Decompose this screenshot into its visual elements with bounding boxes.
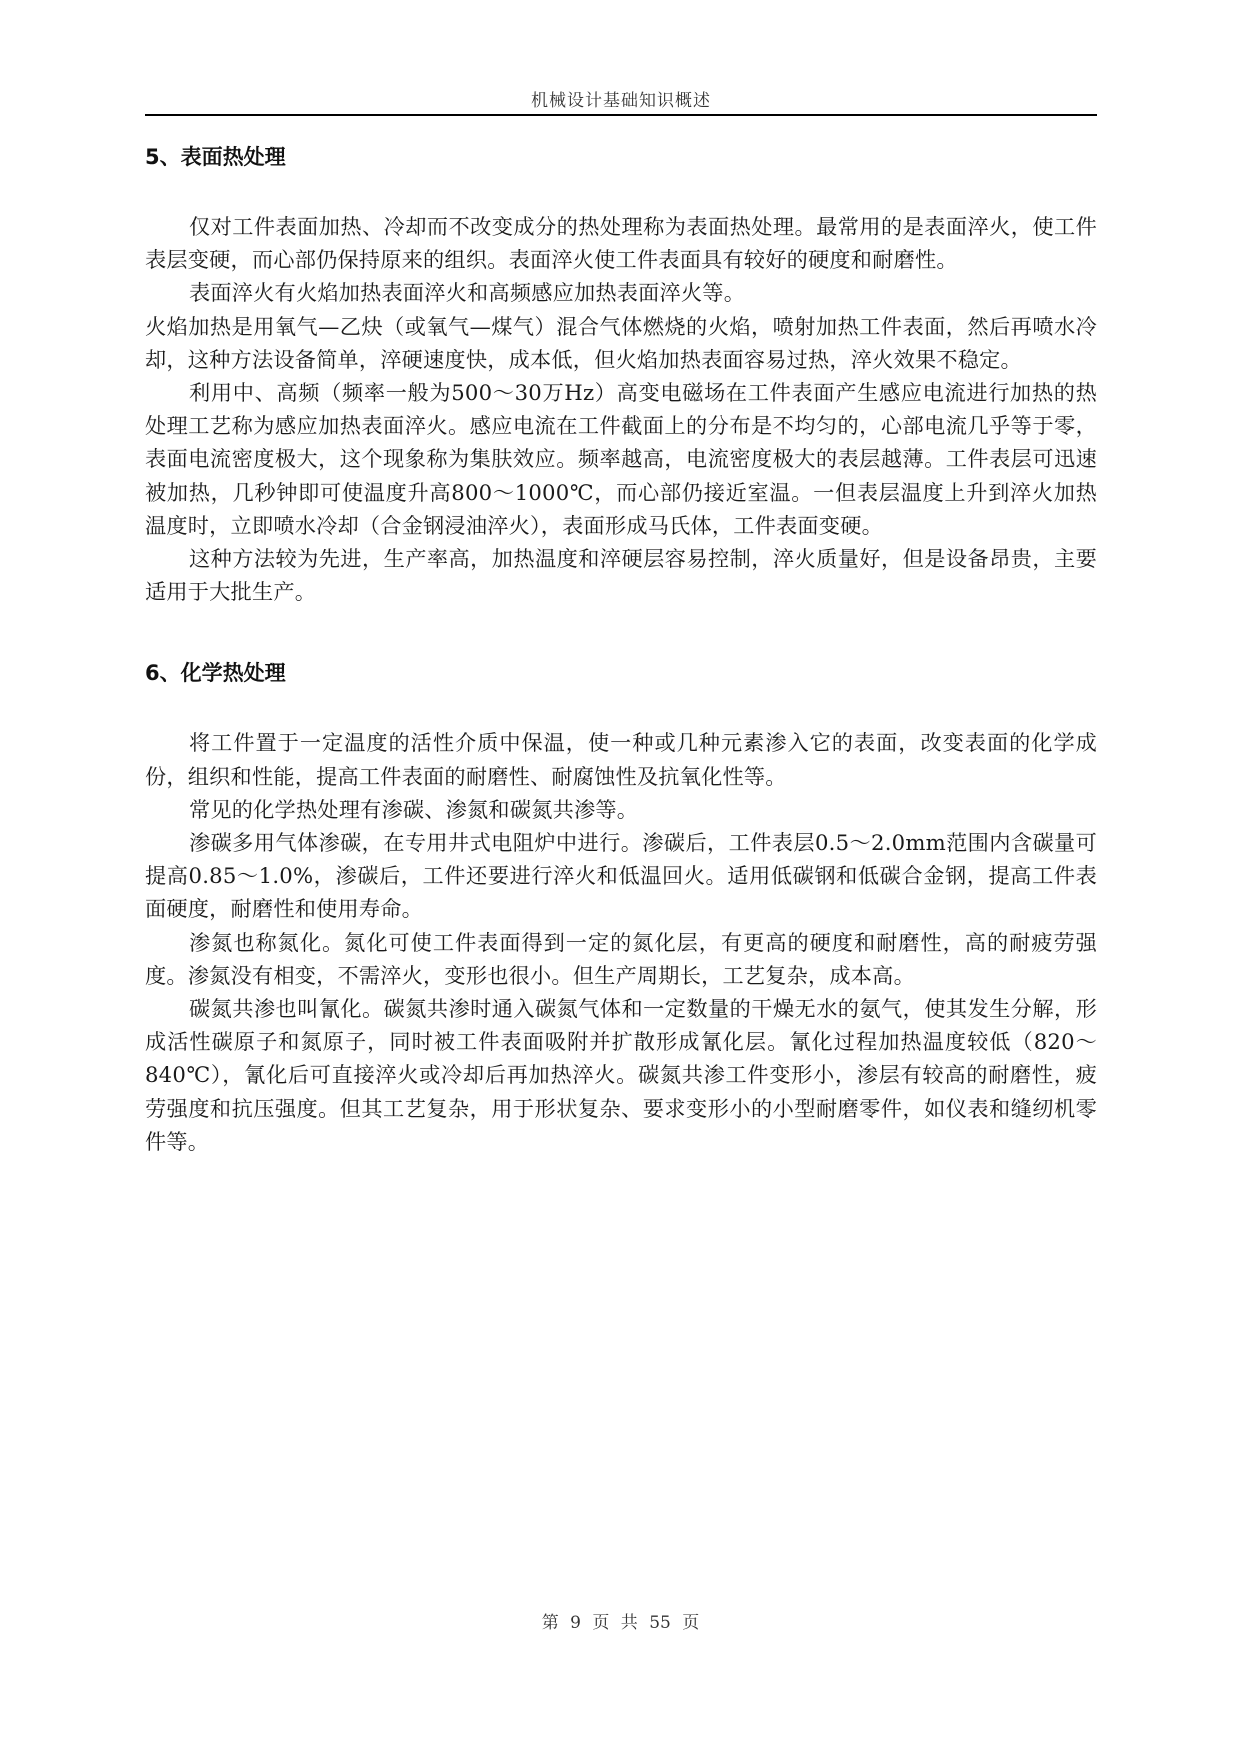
section-surface-heat-treatment [145, 140, 1097, 608]
section-heading: 5、表面热处理 [145, 145, 286, 169]
paragraph: 火焰加热是用氧气—乙炔（或氧气—煤气）混合气体燃烧的火焰，喷射加热工件表面，然后再喷水冷却，这种方法设备简单，淬硬速度快，成本低，但火焰加热表面容易过热，淬火效果不稳定。 [145, 313, 1097, 372]
page-number-footer: 第 9 页 共 55 页 [541, 1613, 700, 1633]
header-rule [145, 114, 1097, 116]
section-chemical-heat-treatment [145, 656, 1097, 1158]
paragraph: 渗碳多用气体渗碳，在专用井式电阻炉中进行。渗碳后，工件表层0.5～2.0mm范围内含碳量可提高0.85～1.0%，渗碳后，工件还要进行淬火和低温回火。适用低碳钢和低碳合金钢，提高工件表面硬度，耐磨性和使用寿命。 [145, 830, 1097, 922]
paragraph: 利用中、高频（频率一般为500～30万Hz）高变电磁场在工件表面产生感应电流进行加热的热处理工艺称为感应加热表面淬火。感应电流在工件截面上的分布是不均匀的，心部电流几乎等于零，表面电流密度极大，这个现象称为集肤效应。频率越高，电流密度极大的表层越薄。工件表层可迅速被加热，几秒钟即可使温度升高800～1000℃，而心部仍接近室温。一但表层温度上升到淬火加热温度时，立即喷水冷却（合金钢浸油淬火），表面形成马氏体，工件表面变硬。 [145, 380, 1097, 538]
paragraph: 这种方法较为先进，生产率高，加热温度和淬硬层容易控制，淬火质量好，但是设备昂贵，主要适用于大批生产。 [145, 546, 1097, 605]
paragraph: 碳氮共渗也叫氰化。碳氮共渗时通入碳氮气体和一定数量的干燥无水的氨气，使其发生分解，形成活性碳原子和氮原子，同时被工件表面吸附并扩散形成氰化层。氰化过程加热温度较低（820～840℃），氰化后可直接淬火或冷却后再加热淬火。碳氮共渗工件变形小，渗层有较高的耐磨性，疲劳强度和抗压强度。但其工艺复杂，用于形状复杂、要求变形小的小型耐磨零件，如仪表和缝纫机零件等。 [145, 996, 1097, 1154]
paragraph: 渗氮也称氮化。氮化可使工件表面得到一定的氮化层，有更高的硬度和耐磨性，高的耐疲劳强度。渗氮没有相变，不需淬火，变形也很小。但生产周期长，工艺复杂，成本高。 [145, 929, 1097, 988]
paragraph: 表面淬火有火焰加热表面淬火和高频感应加热表面淬火等。 [189, 280, 746, 306]
paragraph: 将工件置于一定温度的活性介质中保温，使一种或几种元素渗入它的表面，改变表面的化学成份，组织和性能，提高工件表面的耐磨性、耐腐蚀性及抗氧化性等。 [145, 730, 1097, 789]
paragraph: 常见的化学热处理有渗碳、渗氮和碳氮共渗等。 [189, 796, 639, 822]
paragraph: 仅对工件表面加热、冷却而不改变成分的热处理称为表面热处理。最常用的是表面淬火，使工件表层变硬，而心部仍保持原来的组织。表面淬火使工件表面具有较好的硬度和耐磨性。 [145, 214, 1097, 273]
page-header-title: 机械设计基础知识概述 [531, 91, 711, 111]
document-body [145, 140, 1097, 1158]
section-heading: 6、化学热处理 [145, 661, 286, 686]
